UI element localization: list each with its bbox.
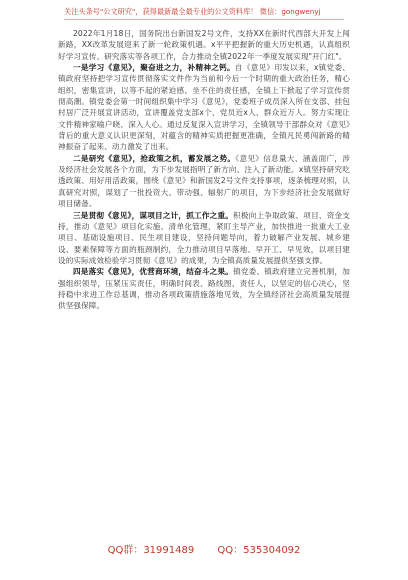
section-body: 积极向上争取政策、项目、资金支持，推动《意见》项目化实施、清单化管理，紧盯主导产业，加快推进一批重大工业项目、基础设施项目、民生项目建设，坚持问题导向，着力破解产业发展、城乡建设、要素保障等方面的瓶颈制约，全力推动项目早落地、早开工、早见效，以项目建设的实际成效检验学习贯彻《意见》的成果，为全镇高质量发展提供坚强支撑。: [58, 210, 350, 265]
section-body: 自《意见》印发以来，x镇党委、镇政府坚持把学习宣传贯彻落实文件作为当前和今后一个时期的重大政治任务，精心组织，密集宣讲，以等不起的紧迫感、坐不住的责任感，全镇上下掀起了学习宣传贯彻高潮。镇党委会第一时间组织集中学习《意见》，党委班子成员深入所在支部、挂包村居广泛开展宣讲活动，宣讲覆盖党支部x个、党员近x人、群众近万人。努力实现让文件精神家喻户晓、深入人心。通过反复深入宣讲学习，全镇领导干部群众对《意见》背后的重大意义认识更深刻，对蕴含的精神实质把握更准确，全镇凡民勇闯新路的精神振奋了起来、动力激发了出来。: [58, 63, 350, 152]
section-heading: 二是研究《意见》，抢政策之机，蓄发展之势。: [73, 153, 236, 163]
qq-group-text: QQ群：31991489: [107, 545, 195, 556]
section-heading: 四是落实《意见》，优营商环境，结奋斗之果。: [73, 267, 234, 277]
section-paragraph: [58, 153, 350, 210]
section-paragraph: [58, 62, 350, 153]
article-body: [58, 28, 350, 312]
section-heading: 三是贯彻《意见》，谋项目之计，抓工作之重。: [73, 210, 234, 220]
section-heading: 一是学习《意见》，聚奋进之力，补精神之钙。: [73, 63, 235, 73]
intro-paragraph: 2022年1月18日，国务院出台新国发2号文件，支持XX在新时代西部大开发上闯新路，XX改革发展迎来了新一轮政策机遇。x平平把握新的重大历史机遇，认真组织好学习宣传、研究落实等各项工作，合力推动全镇2022年一季度发展实现"开门红"。: [58, 29, 350, 61]
section-paragraph: [58, 210, 350, 267]
qq-text: QQ：535304092: [217, 545, 301, 556]
section-body: 镇党委、镇政府建立完善机制，加强组织领导，压紧压实责任，明确时间表、路线图、责任人，以坚定的信心决心，坚持稳中求进工作总基调，推动各项政策措施落地见效，为全镇经济社会高质量发展提供坚强保障。: [58, 267, 350, 311]
header-banner: 关注头条号"公文研究"，获得最新最全最专业的公文资料库！ 微信：gongwenyj: [64, 5, 344, 20]
footer-contact: [0, 543, 408, 559]
section-body: 《意见》信息量大、涵盖面广，涉及经济社会发展各个方面，为下步发展指明了新方向、注入了新动能。x镇坚持研究吃透政策、用好用活政策，围绕《意见》和新国发2号文件支持事项，逐条梳理对照，认真研究对照，谋划了一批投资大、带动强、辐射广的项目，为下步经济社会发展做好项目储备。: [58, 153, 350, 209]
section-paragraph: [58, 266, 350, 311]
